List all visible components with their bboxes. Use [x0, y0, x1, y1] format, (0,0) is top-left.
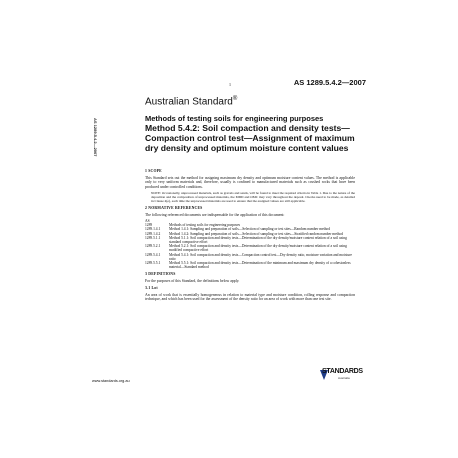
reference-code: 1289.5.4.1	[145, 252, 161, 257]
scope-note: NOTE: Occasionally, unprocessed materials, such as gravels and sands, will be found to meet the required criteria in Table 1. Due to the nature of the deposition and the composition of unprocessed materials, the MDD and OMC may vary throughout the deposit. Checks need to be made, as detailed in Clause 4(e), each time the unprocessed materials are used to ensure that the assigned values are still applicable.	[151, 191, 355, 203]
side-standard-number: AS 1289.5.4.2—2007	[93, 118, 98, 157]
normative-heading: 2 NORMATIVE REFERENCES	[145, 206, 203, 210]
reference-text: Method 5.2.1: Soil compaction and density tests—Determination of the dry density/moisture content relation of a soil using modified compactive effort	[169, 244, 347, 253]
reference-list	[145, 223, 355, 269]
scope-text: This Standard sets out the method for assigning maximum dry density and optimum moisture content values. The method is applicable only to very uniform materials and, therefore, usually is confined to manufactured materials such as crushed rocks that have been produced under controlled conditions.	[145, 175, 355, 189]
reference-text: Method 5.4.1: Soil compaction and density tests—Compaction control test—Dry density ratio, moisture variation and moisture ratio	[169, 252, 352, 261]
definitions-heading: 3 DEFINITIONS	[145, 272, 176, 277]
reference-text: Method 1.4.2: Sampling and preparation of soils—Selection of sampling or test sites—Stratified random number method	[169, 231, 344, 236]
reference-text: Methods of testing soils for engineering purposes	[169, 223, 241, 228]
lot-heading: 3.1 Lot	[145, 286, 158, 291]
page-number: 1	[229, 82, 231, 87]
reference-item	[145, 261, 355, 269]
reference-code: 1289.1.4.1	[145, 227, 161, 232]
reference-code: 1289.1.4.2	[145, 231, 161, 236]
reference-item	[145, 236, 355, 244]
reference-item	[145, 253, 355, 261]
reference-item	[145, 244, 355, 252]
reference-code: 1289.5.1.1	[145, 235, 161, 240]
reference-code: 1289.5.5.1	[145, 261, 161, 266]
reference-code: 1289.5.2.1	[145, 244, 161, 249]
footer-url: www.standards.org.au	[92, 379, 130, 383]
definitions-text: For the purposes of this Standard, the definitions below apply.	[145, 278, 240, 283]
logo-subtext: Australia	[338, 376, 350, 380]
document-body	[145, 166, 355, 304]
standard-number: AS 1289.5.4.2—2007	[293, 78, 366, 87]
reference-text: Method 5.1.1: Soil compaction and density tests—Determination of the dry density/moisture content relation of a soil using standard compactive effort	[169, 235, 347, 245]
reference-text: Method 1.4.1: Sampling and preparation of soils—Selection of sampling or test sites—Random number method	[169, 227, 330, 232]
brand-name: Australian Standard	[145, 96, 233, 108]
series-title: Methods of testing soils for engineering purposes	[145, 114, 324, 123]
method-title: Method 5.4.2: Soil compaction and density tests—Compaction control test—Assignment of maximum dry density and optimum moisture content values	[145, 123, 355, 153]
lot-text: An area of work that is essentially homogeneous in relation to material type and moisture condition, rolling response and compaction technique, and which has been used for the assessment of the density ratio for an area of work with more than one test site.	[145, 292, 355, 302]
as-label: AS	[145, 219, 150, 223]
logo-text: STANDARDS	[322, 368, 363, 375]
scope-heading: 1 SCOPE	[145, 169, 162, 173]
normative-text: The following referenced documents are indispensable for the application of this document:	[145, 212, 285, 217]
registered-mark: ®	[232, 96, 238, 102]
brand-title	[145, 96, 237, 107]
reference-code: 1289	[145, 223, 153, 228]
reference-text: Method 5.5.1: Soil compaction and density tests—Determination of the minimum and maximum dry density of a cohesionless material—Standard method	[169, 261, 351, 270]
